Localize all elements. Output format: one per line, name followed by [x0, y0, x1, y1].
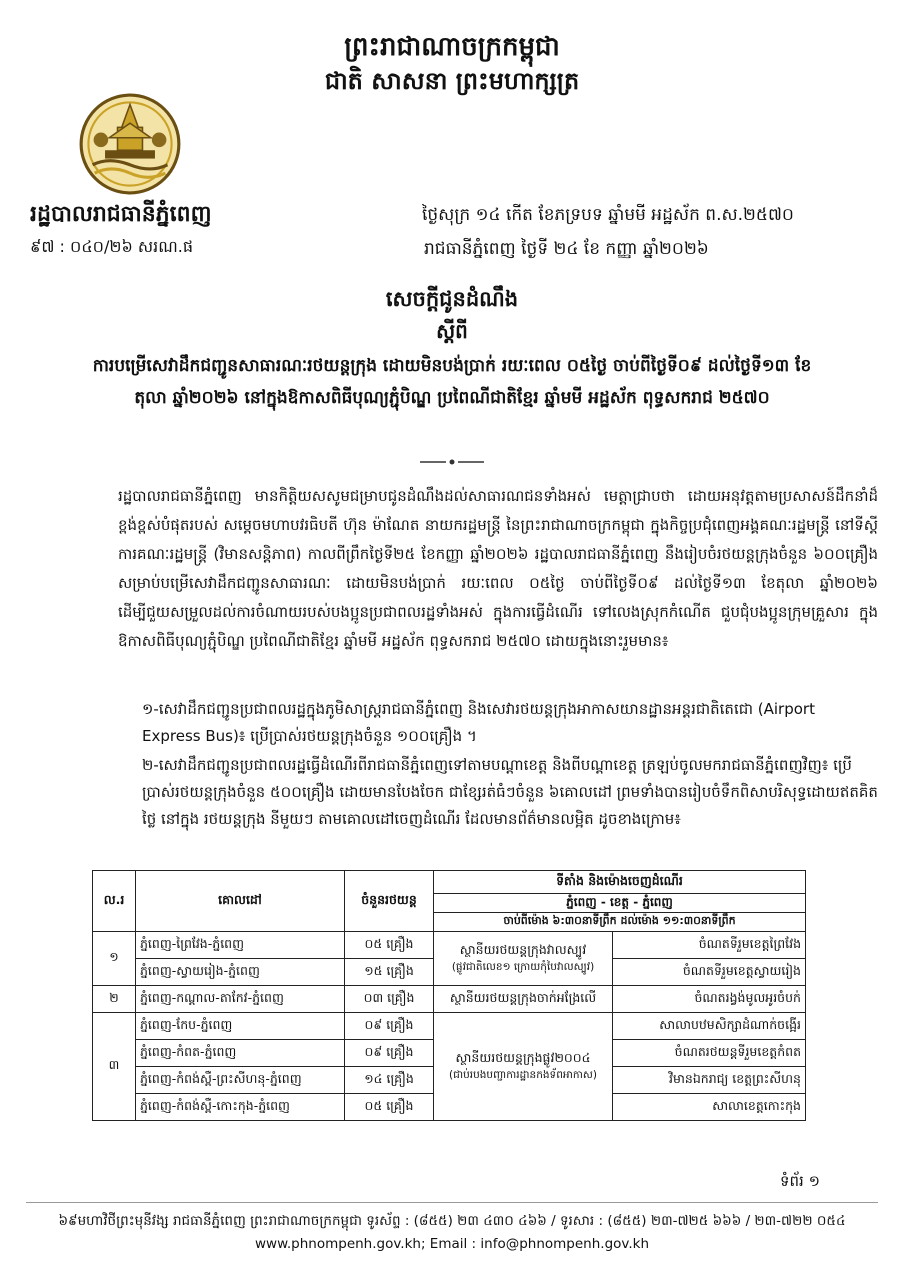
destination-cell: ភ្នំពេញ-កំពត-ភ្នំពេញ [136, 1040, 345, 1067]
departure-station-cell [434, 932, 613, 986]
national-motto: ជាតិ សាសនា ព្រះមហាក្សត្រ [324, 67, 580, 95]
page-number: ទំព័រ ១ [780, 1172, 820, 1190]
header-location-time: ទីតាំង និងម៉ោងចេញដំណើរ [434, 871, 806, 894]
footer-website-email: www.phnompenh.gov.kh; Email : info@phnompenh.gov.kh [254, 1236, 650, 1252]
footer-address: ៦៩មហាវិថីព្រះមុនីវង្ស រាជធានីភ្នំពេញ ព្រះរាជាណាចក្រកម្ពុជា ទូរស័ព្ទ : (៨៥៥) ២៣ ៤៣០ ៤៦៦ / ទូរសារ : (៨៥៥) ២៣-៧២៥ ៦៦៦ / ២៣-៧២២ ០៥៤ [58, 1213, 846, 1229]
header-bus-count: ចំនួនរថយន្ត [345, 871, 434, 932]
bus-count-cell: ០៩ គ្រឿង [345, 1013, 434, 1040]
subject-title: ការបម្រើសេវាដឹកជញ្ជូនសាធារណៈរថយន្តក្រុង ដោយមិនបង់ប្រាក់ រយៈពេល ០៥ថ្ងៃ ចាប់ពីថ្ងៃទី០៩ ដល់ថ្ងៃទី១៣ ខែតុលា ឆ្នាំ២០២៦ នៅក្នុងឱកាសពិធីបុណ្យភ្ជុំបិណ្ឌ ប្រពៃណីជាតិខ្មែរ ឆ្នាំមមី អដ្ឋស័ក ពុទ្ធសករាជ ២៥៧០ [92, 356, 812, 408]
phnom-penh-seal-logo [78, 92, 182, 196]
destination-cell: ភ្នំពេញ-កំពង់ស្ពឺ-ព្រះសីហនុ-ភ្នំពេញ [136, 1067, 345, 1094]
solar-date: រាជធានីភ្នំពេញ ថ្ងៃទី ២៤ ខែ កញ្ញា ឆ្នាំ២០២៦ [424, 239, 709, 259]
bus-count-cell: ០៥ គ្រឿង [345, 932, 434, 959]
kingdom-heading: ព្រះរាជាណាចក្រកម្ពុជា [344, 32, 560, 62]
table-row [93, 1013, 806, 1040]
row-number: ២ [93, 986, 136, 1013]
station-note: (ផ្លូវជាតិលេខ១ ក្រោយកុំបៃវាលស្បូវ) [451, 960, 595, 973]
arrival-stop-cell: សាលាបឋមសិក្សាដំណាក់ចង្អើរ [613, 1013, 806, 1040]
destination-cell: ភ្នំពេញ-ស្វាយរៀង-ភ្នំពេញ [136, 959, 345, 986]
destination-cell: ភ្នំពេញ-កែប-ភ្នំពេញ [136, 1013, 345, 1040]
row-number: ៣ [93, 1013, 136, 1121]
station-note: (ជាប់របងបញ្ជាការដ្ឋានកងទ័ពអាកាស) [449, 1068, 597, 1081]
document-type-title: សេចក្តីជូនដំណឹង [385, 287, 519, 311]
arrival-stop-cell: ចំណតរថយន្តទីរួមខេត្តកំពត [613, 1040, 806, 1067]
service-item-2: ២-សេវាដឹកជញ្ជូនប្រជាពលរដ្ឋធ្វើដំណើរពីរាជធានីភ្នំពេញទៅតាមបណ្តាខេត្ត និងពីបណ្តាខេត្ត ត្រឡប់ចូលមករាជធានីភ្នំពេញវិញ៖ ប្រើប្រាស់រថយន្តក្រុងចំនួន ៥០០គ្រឿង ដោយមានបែងចែក ជាខ្សែរត់ធំៗចំនួន ៦គោលដៅ ព្រមទាំងបានរៀបចំទឹកពិសាបរិសុទ្ធដោយឥតគិតថ្លៃ នៅក្នុង រថយន្តក្រុង នីមួយៗ តាមគោលដៅចេញដំណើរ ដែលមានព័ត៌មានលម្អិត ដូចខាងក្រោម៖ [142, 756, 878, 828]
reference-number: ៩៧ : ០៤០/២៦ សរណ.ផ [30, 237, 193, 256]
footer-divider [26, 1202, 878, 1203]
body-paragraph: រដ្ឋបាលរាជធានីភ្នំពេញ មានកិត្តិយសសូមជម្រាបជូនដំណឹងដល់សាធារណជនទាំងអស់ មេត្តាជ្រាបថា ដោយអនុវត្តតាមប្រសាសន៍ដឹកនាំដ៏ខ្ពង់ខ្ពស់បំផុតរបស់ សម្តេចមហាបវរធិបតី ហ៊ុន ម៉ាណែត នាយករដ្ឋមន្ត្រី នៃព្រះរាជាណាចក្រកម្ពុជា ក្នុងកិច្ចប្រជុំពេញអង្គគណៈរដ្ឋមន្ត្រី នៅទីស្តីការគណៈរដ្ឋមន្ត្រី (វិមានសន្តិភាព) កាលពីព្រឹកថ្ងៃទី២៥ ខែកញ្ញា ឆ្នាំ២០២៦ រដ្ឋបាលរាជធានីភ្នំពេញ នឹងរៀបចំរថយន្តក្រុងចំនួន ៦០០គ្រឿង សម្រាប់បម្រើសេវាដឹកជញ្ជូនសាធារណៈ ដោយមិនបង់ប្រាក់ រយៈពេល ០៥ថ្ងៃ ចាប់ពីថ្ងៃទី០៩ ដល់ថ្ងៃទី១៣ ខែតុលា ឆ្នាំ២០២៦ ដើម្បីជួយសម្រួលដល់ការចំណាយរបស់បងប្អូនប្រជាពលរដ្ឋទាំងអស់ ក្នុងការធ្វើដំណើរ ទៅលេងស្រុកកំណើត ជួបជុំបងប្អូនក្រុមគ្រួសារ ក្នុងឱកាសពិធីបុណ្យភ្ជុំបិណ្ឌ ប្រពៃណីជាតិខ្មែរ ឆ្នាំមមី អដ្ឋស័ក ពុទ្ធសករាជ ២៥៧០ ដោយក្នុងនោះរួមមាន៖ [118, 487, 878, 650]
bus-count-cell: ១៥ គ្រឿង [345, 959, 434, 986]
destination-cell: ភ្នំពេញ-កណ្តាល-តាកែវ-ភ្នំពេញ [136, 986, 345, 1013]
issuing-authority: រដ្ឋបាលរាជធានីភ្នំពេញ [30, 202, 212, 227]
row-number: ១ [93, 932, 136, 986]
bus-count-cell: ០៣ គ្រឿង [345, 986, 434, 1013]
arrival-stop-cell: វិមានឯករាជ្យ ខេត្តព្រះសីហនុ [613, 1067, 806, 1094]
header-destination: គោលដៅ [136, 871, 345, 932]
arrival-stop-cell: ចំណតទីរួមខេត្តស្វាយរៀង [613, 959, 806, 986]
departure-station-cell [434, 1013, 613, 1121]
station-name: ស្ថានីយរថយន្តក្រុងផ្លូវ២០០៤ [455, 1049, 591, 1065]
table-row [93, 932, 806, 959]
bus-count-cell: ០៩ គ្រឿង [345, 1040, 434, 1067]
service-item-1: ១-សេវាដឹកជញ្ជូនប្រជាពលរដ្ឋក្នុងភូមិសាស្ត្ររាជធានីភ្នំពេញ និងសេវារថយន្តក្រុងអាកាសយានដ្ឋានអន្តរជាតិតេជោ (Airport Express Bus)៖ ប្រើប្រាស់រថយន្តក្រុងចំនួន ១០០គ្រឿង ។ [142, 700, 815, 745]
destination-cell: ភ្នំពេញ-ព្រៃវែង-ភ្នំពេញ [136, 932, 345, 959]
departure-station-cell: ស្ថានីយរថយន្តក្រុងចាក់អង្រែលើ [434, 986, 613, 1013]
header-departure-time: ចាប់ពីម៉ោង ៦:៣០នាទីព្រឹក ដល់ម៉ោង ១១:៣០នាទីព្រឹក [434, 913, 806, 932]
bus-schedule-table [92, 870, 806, 1121]
bus-count-cell: ១៤ គ្រឿង [345, 1067, 434, 1094]
bus-count-cell: ០៥ គ្រឿង [345, 1094, 434, 1121]
arrival-stop-cell: សាលាខេត្តកោះកុង [613, 1094, 806, 1121]
lunar-date: ថ្ងៃសុក្រ ១៤ កើត ខែភទ្របទ ឆ្នាំមមី អដ្ឋស័ក ព.ស.២៥៧០ [422, 205, 794, 225]
header-route: ភ្នំពេញ - ខេត្ត - ភ្នំពេញ [434, 894, 806, 913]
ornamental-divider [420, 458, 484, 466]
station-name: ស្ថានីយរថយន្តក្រុងវាលស្បូវ [459, 941, 587, 957]
arrival-stop-cell: ចំណតរង្វង់មូលអូរចំបក់ [613, 986, 806, 1013]
header-no: ល.រ [93, 871, 136, 932]
destination-cell: ភ្នំពេញ-កំពង់ស្ពឺ-កោះកុង-ភ្នំពេញ [136, 1094, 345, 1121]
arrival-stop-cell: ចំណតទីរួមខេត្តព្រៃវែង [613, 932, 806, 959]
subject-label: ស្តីពី [436, 319, 468, 343]
table-row [93, 986, 806, 1013]
